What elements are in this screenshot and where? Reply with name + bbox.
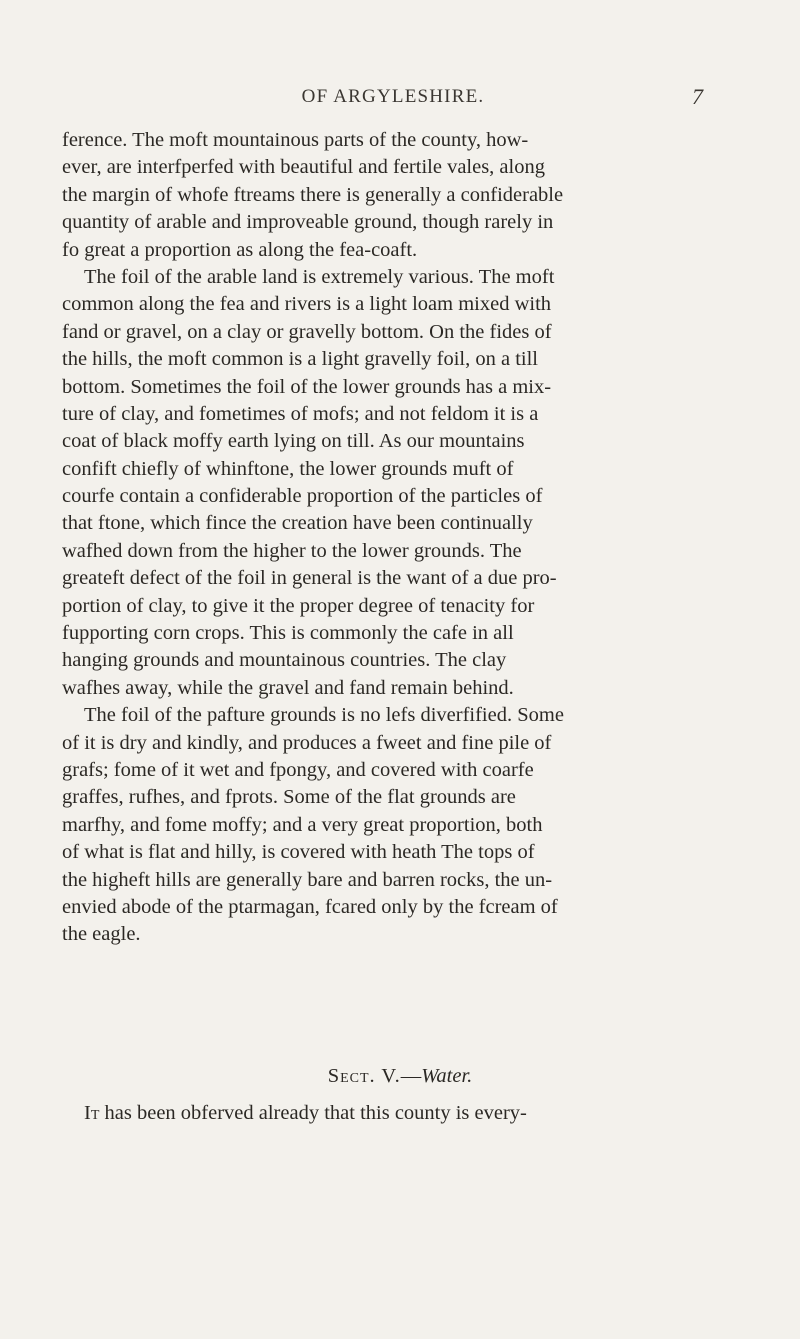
text-line: the hills, the moft common is a light gravelly foil, on a till xyxy=(62,348,538,371)
running-title: OF ARGYLESHIRE. xyxy=(301,86,485,107)
paragraph xyxy=(62,264,742,702)
text-line: of it is dry and kindly, and produces a fweet and fine pile of xyxy=(62,731,552,754)
text-line: the higheft hills are generally bare and barren rocks, the un- xyxy=(62,868,553,891)
text-line: envied abode of the ptarmagan, fcared only by the fcream of xyxy=(62,895,558,918)
text-line: courfe contain a confiderable proportion of the particles of xyxy=(62,485,543,508)
text-line: that ftone, which fince the creation have been continually xyxy=(62,512,533,535)
text-line: of what is flat and hilly, is covered with heath The tops of xyxy=(62,841,535,864)
text-line: portion of clay, to give it the proper degree of tenacity for xyxy=(62,594,535,617)
text-line: the eagle. xyxy=(62,923,141,946)
section-dash: — xyxy=(400,1065,422,1087)
text-line: ture of clay, and fometimes of mofs; and not feldom it is a xyxy=(62,402,539,425)
section-title: Water. xyxy=(421,1065,473,1087)
section-label: Sect. V. xyxy=(327,1065,401,1087)
text-line: wafhes away, while the gravel and fand remain behind. xyxy=(62,676,514,699)
paragraph xyxy=(62,702,742,949)
page-number: 7 xyxy=(692,84,703,109)
paragraph xyxy=(62,127,742,264)
section-heading xyxy=(0,1065,800,1088)
text-line: common along the fea and rivers is a light loam mixed with xyxy=(62,293,552,316)
text-line: fand or gravel, on a clay or gravelly bottom. On the fides of xyxy=(62,320,552,343)
text-line: wafhed down from the higher to the lower grounds. The xyxy=(62,539,522,562)
dropcap-word: It xyxy=(84,1102,100,1124)
text-line: ever, are interfperfed with beautiful and fertile vales, along xyxy=(62,156,545,179)
text-line: quantity of arable and improveable ground, though rarely in xyxy=(62,211,554,234)
text-line: fupporting corn crops. This is commonly the cafe in all xyxy=(62,622,514,645)
text-line: coat of black moffy earth lying on till. As our mountains xyxy=(62,430,525,453)
text-line: confift chiefly of whinftone, the lower grounds muft of xyxy=(62,457,514,480)
text-line: ference. The moft mountainous parts of the county, how- xyxy=(62,129,529,151)
text-line: The foil of the pafture grounds is no lefs diverfified. Some xyxy=(84,704,564,727)
text-line: The foil of the arable land is extremely various. The moft xyxy=(84,265,555,288)
paragraph-start xyxy=(84,1102,744,1125)
text-line: fo great a proportion as along the fea-coaft. xyxy=(62,238,418,261)
paragraph-text: has been obferved already that this county is every- xyxy=(99,1102,527,1124)
text-line: greateft defect of the foil in general is the want of a due pro- xyxy=(62,567,557,590)
text-line: hanging grounds and mountainous countries. The clay xyxy=(62,649,507,672)
text-line: grafs; fome of it wet and fpongy, and covered with coarfe xyxy=(62,758,534,781)
text-line: bottom. Sometimes the foil of the lower grounds has a mix- xyxy=(62,375,552,398)
text-line: marfhy, and fome moffy; and a very great proportion, both xyxy=(62,813,543,836)
text-line: the margin of whofe ftreams there is generally a confiderable xyxy=(62,183,564,206)
text-line: graffes, rufhes, and fprots. Some of the flat grounds are xyxy=(62,786,516,809)
body-text xyxy=(62,127,742,949)
